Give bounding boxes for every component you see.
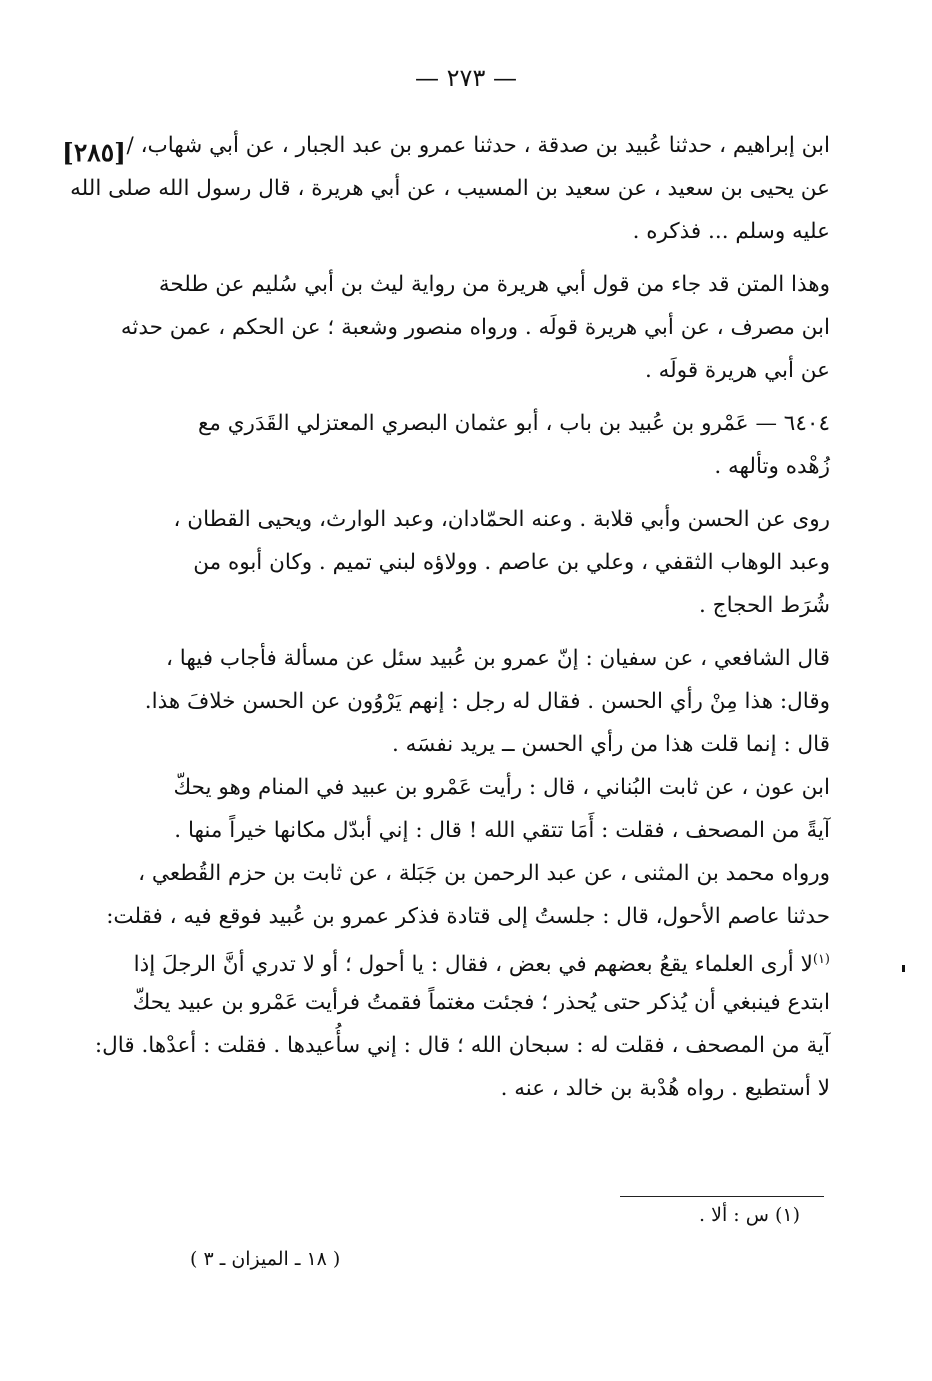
footnote-marker: (١): [812, 952, 830, 967]
footnote-divider: [620, 1196, 824, 1197]
text-line: وعبد الوهاب الثقفي ، وعلي بن عاصم . وولاؤه لبني تميم . وكان أبوه من: [193, 550, 830, 575]
text-line: وهذا المتن قد جاء من قول أبي هريرة من رواية ليث بن أبي سُليم عن طلحة: [158, 272, 830, 297]
text-line: ابن إبراهيم ، حدثنا عُبيد بن صدقة ، حدثنا عمرو بن عبد الجبار ، عن أبي شهاب، /: [126, 133, 830, 158]
text-line: وقال: هذا مِنْ رأي الحسن . فقال له رجل : إنهم يَرْوُون عن الحسن خلافَ هذا.: [144, 689, 830, 714]
text-line: ابن مصرف ، عن أبي هريرة قولَه . ورواه منصور وشعبة ؛ عن الحكم ، عمن حدثه: [120, 315, 830, 340]
margin-page-reference: [٢٨٥]: [62, 138, 126, 167]
text-line-with-footnote: [133, 938, 830, 981]
text-segment: لا أرى العلماء يقعُ بعضهم في بعض ، فقال : يا أحول ؛ أو لا تدري أنَّ الرجلَ إذا: [133, 952, 813, 978]
scan-speck: [902, 965, 905, 972]
footnote: (١) س : ألا .: [699, 1204, 800, 1226]
page-number: — ٢٧٣ —: [415, 64, 517, 92]
text-line: شُرَط الحجاج .: [699, 593, 830, 618]
text-line: ابتدع فينبغي أن يُذكر حتى يُحذر ؛ فجئت مغتماً فقمتُ فرأيت عَمْرو بن عبيد يحكّ: [132, 990, 830, 1015]
text-line: عليه وسلم ... فذكره .: [632, 219, 830, 244]
text-line: عن أبي هريرة قولَه .: [644, 358, 830, 383]
text-line: ورواه محمد بن المثنى ، عن عبد الرحمن بن جَبَلة ، عن ثابت بن حزم القُطعي ،: [138, 861, 830, 886]
text-line: آيةً من المصحف ، فقلت : أَمَا تتقي الله ! قال : إني أبدّل مكانها خيراً منها .: [174, 818, 830, 843]
text-line: آية من المصحف ، فقلت له : سبحان الله ؛ قال : إني سأُعيدها . فقلت : أعدْها. قال:: [94, 1033, 830, 1058]
printer-signature: ( ١٨ ـ الميزان ـ ٣ ): [190, 1248, 341, 1270]
entry-heading-line: ٦٤٠٤ — عَمْرو بن عُبيد بن باب ، أبو عثمان البصري المعتزلي القَدَري مع: [197, 411, 830, 436]
text-line: زُهْده وتألهه .: [714, 454, 830, 479]
text-line: ابن عون ، عن ثابت البُناني ، قال : رأيت عَمْرو بن عبيد في المنام وهو يحكّ: [173, 775, 830, 800]
text-line: عن يحيى بن سعيد ، عن سعيد بن المسيب ، عن أبي هريرة ، قال رسول الله صلى الله: [70, 176, 830, 201]
text-line: قال الشافعي ، عن سفيان : إنّ عمرو بن عُبيد سئل عن مسألة فأجاب فيها ،: [166, 646, 830, 671]
text-line: قال : إنما قلت هذا من رأي الحسن ــ يريد نفسَه .: [391, 732, 830, 757]
text-line: لا أستطيع . رواه هُدْبة بن خالد ، عنه .: [500, 1076, 830, 1101]
text-line: حدثنا عاصم الأحول، قال : جلستُ إلى قتادة فذكر عمرو بن عُبيد فوقع فيه ، فقلت:: [106, 904, 830, 929]
text-line: روى عن الحسن وأبي قلابة . وعنه الحمّادان، وعبد الوارث، ويحيى القطان ،: [173, 507, 830, 532]
